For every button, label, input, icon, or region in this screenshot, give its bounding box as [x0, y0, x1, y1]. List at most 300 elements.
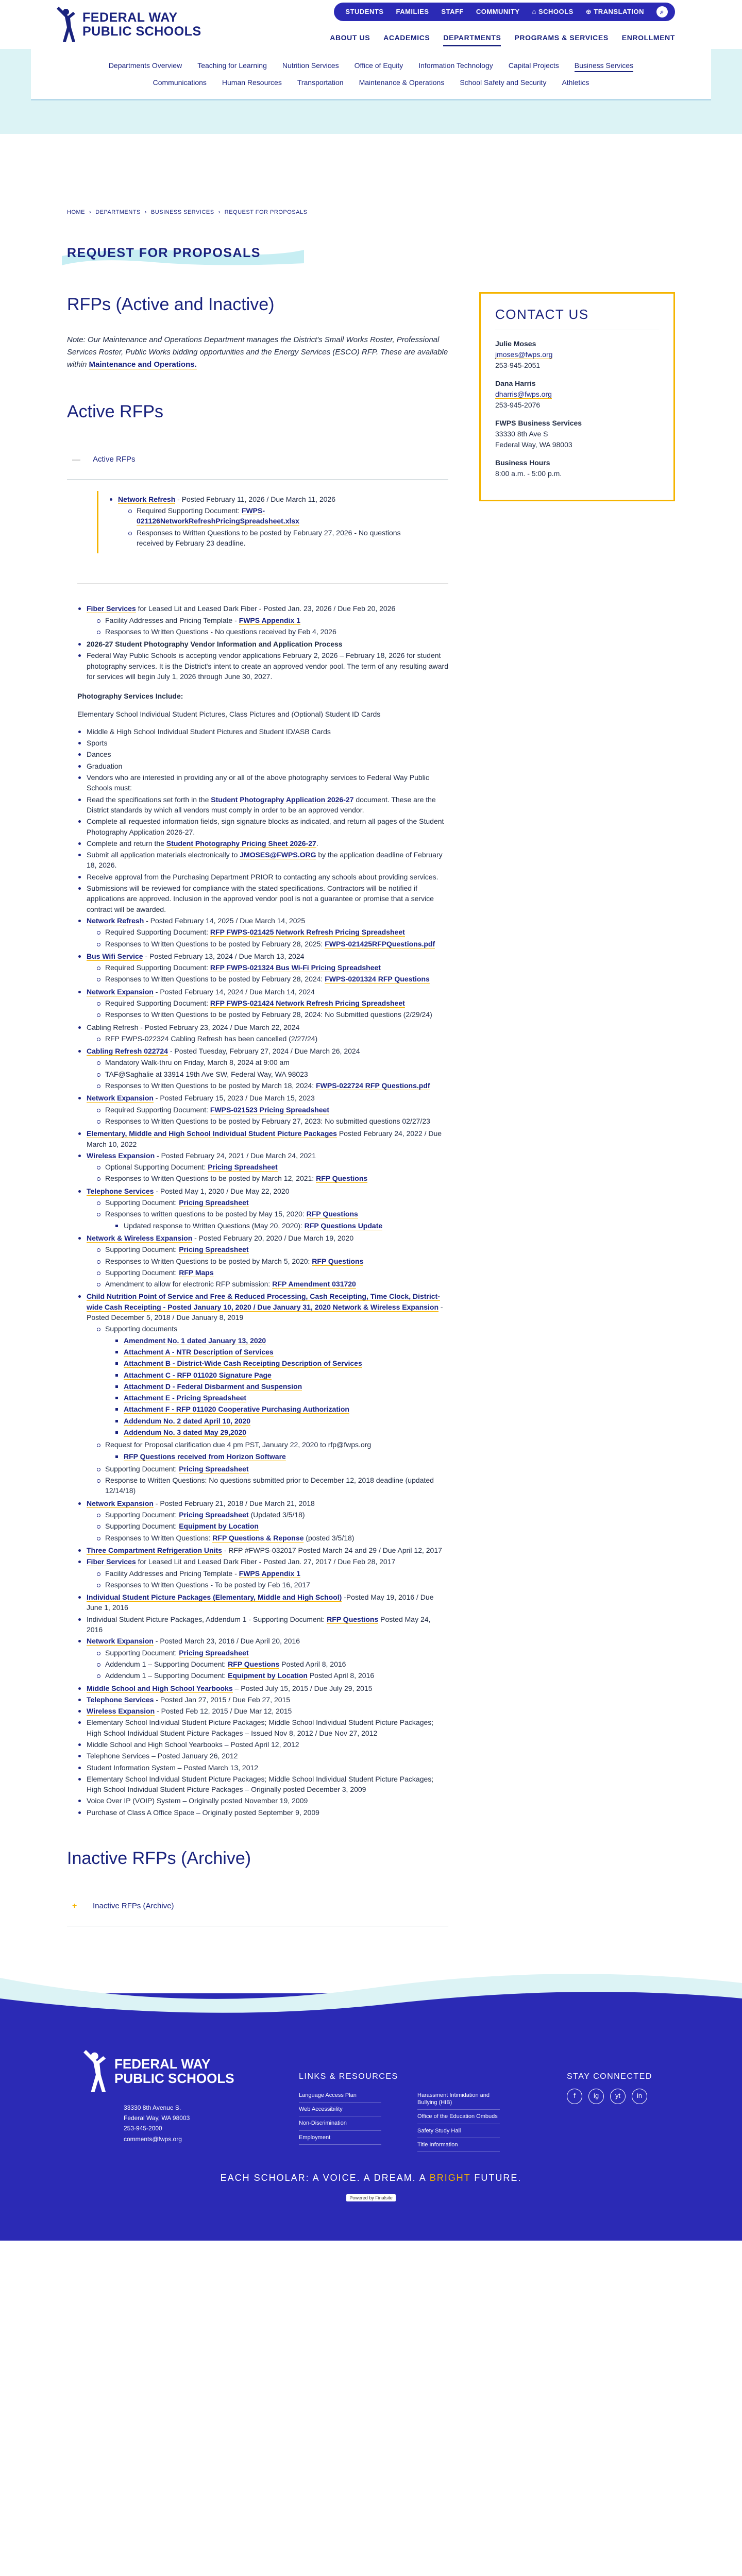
- rfp-sub-text: Response to Written Questions: No questions submitted prior to December 12, 2018 deadline (updated 12/14/18): [105, 1476, 434, 1495]
- list-item: [77, 838, 448, 849]
- footer-logo-line-1: FEDERAL WAY: [114, 2056, 211, 2072]
- rfp-sub-text: (Updated 3/5/18): [248, 1511, 305, 1519]
- photo-services-intro: Elementary School Individual Student Pictures, Class Pictures and (Optional) Student ID Cards: [77, 709, 381, 718]
- table-row: [77, 1093, 448, 1126]
- list-item: [96, 998, 448, 1008]
- list-item: [96, 1659, 448, 1669]
- rfp-sub-text: Supporting Document:: [105, 1245, 179, 1254]
- maintenance-operations-link[interactable]: Maintenance and Operations.: [89, 360, 197, 369]
- document-link[interactable]: Pricing Spreadsheet: [179, 1464, 249, 1473]
- subnav-departments-overview[interactable]: Departments Overview: [108, 61, 182, 70]
- list-item: [96, 1162, 448, 1172]
- utility-nav-translation[interactable]: ⊕ TRANSLATION: [585, 7, 644, 15]
- main-column: [67, 292, 448, 1926]
- main-nav-programs[interactable]: PROGRAMS & SERVICES: [514, 33, 609, 42]
- document-link[interactable]: FWPS-022724 RFP Questions.pdf: [316, 1081, 430, 1090]
- rfp-sub-text: Responses to Written Questions to be posted by March 12, 2021:: [105, 1174, 316, 1183]
- footer-social: [567, 2050, 652, 2153]
- table-row: [77, 1683, 448, 1693]
- social-icons: [567, 2089, 652, 2104]
- list-item: [114, 1416, 448, 1426]
- rfp-sub-text: Responses to Written Questions to be posted by February 27, 2026 - No questions received by February 23 deadline.: [137, 528, 401, 547]
- main-nav-academics[interactable]: ACADEMICS: [383, 33, 430, 42]
- rfp-sub-text: Required Supporting Document:: [105, 1105, 210, 1114]
- rfp-sub-text: Updated response to Written Questions (May 20, 2020):: [124, 1221, 305, 1230]
- rfp-sub-text: Required Supporting Document:: [105, 999, 210, 1007]
- document-link[interactable]: Addendum No. 3 dated May 29,2020: [124, 1428, 247, 1436]
- subnav-communications[interactable]: Communications: [153, 78, 207, 87]
- logo-line-2: PUBLIC SCHOOLS: [82, 24, 201, 39]
- table-row: [77, 1186, 448, 1231]
- utility-nav-schools[interactable]: ⌂ SCHOOLS: [532, 7, 574, 15]
- footer-logo-block: [77, 2050, 283, 2153]
- rfp-dates: - Posted February 24, 2021 / Due March 24, 2021: [155, 1151, 316, 1160]
- footer-link-column: [299, 2089, 381, 2152]
- rfp-sub-text: TAF@Saghalie at 33914 19th Ave SW, Federal Way, WA 98023: [105, 1070, 308, 1078]
- rfp-sub-text: Read the specifications set forth in the: [87, 795, 211, 804]
- list-item: [96, 1256, 448, 1266]
- list-item: [96, 615, 448, 625]
- instagram-icon[interactable]: ig: [588, 2089, 604, 2104]
- rfp-sub-text: Posted April 8, 2016: [279, 1659, 346, 1668]
- table-row: [77, 1498, 448, 1543]
- department-subnav: [31, 49, 711, 100]
- rfp-history-list: [77, 916, 448, 1818]
- rfp-title-link[interactable]: Network Refresh: [118, 495, 176, 503]
- table-row: [77, 1291, 448, 1496]
- list-item: [96, 1279, 448, 1289]
- rfp-nested-list: [114, 1335, 448, 1438]
- document-link[interactable]: Pricing Spreadsheet: [179, 1648, 249, 1657]
- vendor-title: 2026-27 Student Photography Vendor Information and Application Process: [87, 640, 343, 649]
- tagline-text: FUTURE.: [470, 2172, 522, 2183]
- utility-nav: [334, 3, 675, 21]
- rfp-sub-text: Mandatory Walk-thru on Friday, March 8, 2024 at 9:00 am: [105, 1058, 290, 1067]
- photo-services-list: [77, 726, 448, 914]
- department-subnav-band: [0, 49, 742, 134]
- footer-address: [124, 2103, 283, 2145]
- list-item: [96, 1670, 448, 1681]
- document-link[interactable]: Attachment E - Pricing Spreadsheet: [124, 1394, 247, 1402]
- document-link[interactable]: Pricing Spreadsheet: [179, 1198, 249, 1207]
- rfp-sub-list: [96, 1105, 448, 1127]
- document-link[interactable]: Pricing Spreadsheet: [179, 1245, 249, 1254]
- contact-person: [495, 378, 659, 411]
- footer-link-columns: [299, 2089, 567, 2152]
- list-item: [114, 1358, 448, 1368]
- rfp-dates: Posted February 24, 2022 / Due March 10, 2022: [87, 1129, 442, 1148]
- footer-link-hib[interactable]: Harassment Intimidation and Bullying (HIB): [417, 2089, 500, 2110]
- table-row: [77, 1150, 448, 1184]
- youtube-icon[interactable]: yt: [610, 2089, 626, 2104]
- rfp-list-section: [77, 583, 448, 1818]
- list-item: [96, 1533, 448, 1543]
- list-item: [96, 1324, 448, 1437]
- featured-rfp: [97, 491, 427, 553]
- breadcrumb-business-services[interactable]: BUSINESS SERVICES: [150, 209, 214, 215]
- list-item: [96, 1080, 448, 1091]
- document-link[interactable]: RFP Questions Update: [304, 1221, 383, 1230]
- photo-application-link[interactable]: Student Photography Application 2026-27: [211, 795, 354, 804]
- document-link[interactable]: Attachment A - NTR Description of Services: [124, 1347, 274, 1356]
- contact-email-link[interactable]: jmoses@fwps.org: [495, 350, 553, 359]
- rfp-dates: Elementary School Individual Student Picture Packages; Middle School Individual Student Picture Packages; High School Individual Student Picture Packages – Issued Nov 8, 2012 / Due Nov 27, 2012: [87, 1718, 434, 1737]
- rfp-sub-text: Responses to Written Questions to be posted by February 28, 2025:: [105, 939, 325, 948]
- table-row: [77, 1795, 448, 1806]
- list-item: [77, 603, 448, 637]
- subnav-maintenance-operations[interactable]: Maintenance & Operations: [359, 78, 445, 87]
- utility-nav-families[interactable]: FAMILIES: [396, 7, 429, 15]
- document-link[interactable]: FWPS Appendix 1: [239, 616, 300, 624]
- table-row: [77, 1556, 448, 1590]
- rfp-dates: - Posted February 14, 2025 / Due March 14, 2025: [144, 916, 306, 925]
- main-nav: [330, 32, 675, 46]
- email-link[interactable]: JMOSES@FWPS.ORG: [240, 851, 316, 859]
- document-link[interactable]: RFP Amendment 031720: [272, 1280, 356, 1289]
- list-item: [96, 1057, 448, 1067]
- table-row: [77, 1717, 448, 1738]
- table-row: [77, 1751, 448, 1761]
- document-link[interactable]: FWPS-021523 Pricing Spreadsheet: [210, 1105, 329, 1114]
- table-row: [77, 1774, 448, 1795]
- rfp-sub-text: RFP FWPS-022324 Cabling Refresh has been cancelled (2/27/24): [105, 1034, 318, 1043]
- document-link[interactable]: Attachment C - RFP 011020 Signature Page: [124, 1370, 272, 1379]
- rfp-sub-list: [96, 1648, 448, 1681]
- rfp-dates: – Posted July 15, 2015 / Due July 29, 2015: [232, 1684, 373, 1692]
- breadcrumb-separator: ›: [144, 209, 147, 215]
- footer-link-non-discrimination[interactable]: Non-Discrimination: [299, 2116, 381, 2130]
- breadcrumb-separator: ›: [89, 209, 92, 215]
- footer-link-ombuds[interactable]: Office of the Education Ombuds: [417, 2110, 500, 2124]
- footer-link-title-information[interactable]: Title Information: [417, 2138, 500, 2152]
- subnav-capital-projects[interactable]: Capital Projects: [508, 61, 559, 70]
- table-row: [77, 951, 448, 985]
- list-item: Graduation: [77, 761, 448, 771]
- linkedin-icon[interactable]: in: [632, 2089, 647, 2104]
- rfp-title-link[interactable]: Telephone Services: [87, 1695, 154, 1704]
- main-nav-departments[interactable]: DEPARTMENTS: [443, 32, 501, 46]
- main-nav-about[interactable]: ABOUT US: [330, 33, 370, 42]
- contact-title: CONTACT US: [495, 305, 659, 330]
- document-link[interactable]: RFP Maps: [179, 1268, 214, 1277]
- rfp-sub-list: [96, 998, 448, 1020]
- table-row: [77, 1592, 448, 1613]
- footer-link-safety-study-hall[interactable]: Safety Study Hall: [417, 2124, 500, 2138]
- rfp-sub-list: [96, 1033, 448, 1044]
- rfp-sub-text: (posted 3/5/18): [303, 1533, 355, 1542]
- inactive-rfps-accordion[interactable]: [67, 1887, 448, 1926]
- rfp-title-link[interactable]: Elementary, Middle and High School Individual Student Picture Packages: [87, 1129, 337, 1138]
- list-item: [96, 1009, 448, 1020]
- rfp-sub-text: Facility Addresses and Pricing Template -: [105, 616, 239, 624]
- rfp-title-link[interactable]: Middle School and High School Yearbooks: [87, 1684, 233, 1692]
- rfp-dates: Telephone Services – Posted January 26, 2012: [87, 1752, 238, 1760]
- footer-logo-text: [114, 2057, 234, 2086]
- rfp-sub-list: [96, 927, 448, 949]
- list-item: [96, 927, 448, 937]
- utility-nav-community[interactable]: COMMUNITY: [476, 7, 520, 15]
- subnav-office-of-equity[interactable]: Office of Equity: [354, 61, 403, 70]
- footer-logo[interactable]: [77, 2050, 283, 2093]
- list-item: Dances: [77, 749, 448, 759]
- document-link[interactable]: Attachment F - RFP 011020 Cooperative Purchasing Authorization: [124, 1405, 349, 1414]
- vendor-description: Federal Way Public Schools is accepting vendor applications February 2, 2026 – February 18, 2026 for student photography services. It is the District's intent to create an approved vendor pool. The term of any resulting award for services will begin July 1, 2026 through June 30, 2027.: [87, 651, 449, 681]
- list-item: [114, 1393, 448, 1403]
- footer-link-language-access[interactable]: Language Access Plan: [299, 2089, 381, 2103]
- document-link[interactable]: Addendum No. 2 dated April 10, 2020: [124, 1416, 251, 1425]
- rfp-title-link[interactable]: Network & Wireless Expansion: [87, 1233, 193, 1242]
- rfp-dates: Posted May 24, 2016: [87, 1615, 431, 1634]
- rfp-sub-list: [96, 1324, 448, 1496]
- document-link[interactable]: RFP Questions received from Horizon Software: [124, 1452, 286, 1461]
- document-link[interactable]: Equipment by Location: [179, 1522, 259, 1531]
- rfp-sub-text: Supporting documents: [105, 1325, 178, 1333]
- table-row: [77, 1807, 448, 1818]
- document-link[interactable]: FWPS Appendix 1: [239, 1569, 300, 1578]
- rfp-title-link[interactable]: Network Expansion: [87, 1094, 154, 1103]
- rfp-sub-list: [96, 1162, 448, 1184]
- subnav-information-technology[interactable]: Information Technology: [418, 61, 493, 70]
- list-item: [96, 1197, 448, 1208]
- list-item: [96, 626, 448, 637]
- rfp-sub-text: Responses to Written Questions to be posted by February 27, 2023: No submitted questions 02/27/23: [105, 1116, 430, 1125]
- contact-phone: 253-945-2051: [495, 361, 541, 369]
- list-item: [114, 1347, 448, 1357]
- list-item: [96, 974, 448, 984]
- rfp-sub-text: Request for Proposal clarification due 4 pm PST, January 22, 2020 to rfp@fwps.org: [105, 1440, 372, 1449]
- utility-nav-translation-label: TRANSLATION: [594, 7, 644, 15]
- page-title: REQUEST FOR PROPOSALS: [67, 245, 261, 260]
- rfp-title-link[interactable]: Telephone Services: [87, 1187, 154, 1195]
- footer-links-title: LINKS & RESOURCES: [299, 2072, 398, 2081]
- list-item: [96, 1209, 448, 1231]
- subnav-school-safety[interactable]: School Safety and Security: [460, 78, 547, 87]
- rfp-sub-text: document. These are the District standards by which all vendors must comply in order to be an approved vendor.: [87, 795, 436, 814]
- rfp-dates: for Leased Lit and Leased Dark Fiber - Posted Jan. 27, 2017 / Due Feb 28, 2017: [136, 1557, 396, 1566]
- rfp-title-link[interactable]: Child Nutrition Point of Service and Free & Reduced Processing, Cash Receipting, Time Clock, District-wide Cash Receipting - Posted January 10, 2020 / Due January 31, 2020 Network & Wireless Expansion: [87, 1292, 440, 1311]
- rfp-nested-list: [114, 1221, 448, 1231]
- rfp-dates: - Posted February 20, 2020 / Due March 19, 2020: [192, 1233, 354, 1242]
- rfp-sub-text: Responses to Written Questions to be posted by March 5, 2020:: [105, 1257, 312, 1265]
- footer-phone[interactable]: 253-945-2000: [124, 2125, 162, 2132]
- hours-value: 8:00 a.m. - 5:00 p.m.: [495, 469, 562, 478]
- site-header: [0, 0, 742, 49]
- active-rfps-accordion[interactable]: [67, 440, 448, 480]
- document-link[interactable]: Pricing Spreadsheet: [179, 1511, 249, 1519]
- tagline-text: EACH SCHOLAR: A VOICE. A DREAM. A: [220, 2172, 430, 2183]
- list-item: [114, 1335, 448, 1346]
- list-item: Submissions will be reviewed for compliance with the stated specifications. Contractors will be notified if applications are approved. Inclusion in the approved vendor pool is not a guarantee or promise that a service contract will be awarded.: [77, 883, 448, 914]
- contact-card: [479, 292, 675, 501]
- rfp-sub-text: Supporting Document:: [105, 1198, 179, 1207]
- table-row: [77, 1022, 448, 1044]
- document-link[interactable]: FWPS-021425RFPQuestions.pdf: [325, 939, 435, 948]
- list-item: [96, 1173, 448, 1183]
- list-item: [96, 1521, 448, 1531]
- footer-link-web-accessibility[interactable]: Web Accessibility: [299, 2103, 381, 2116]
- list-item: [96, 1267, 448, 1278]
- rfp-sub-list: [127, 505, 427, 548]
- rfp-sub-text: Responses to Written Questions to be posted by February 28, 2024:: [105, 975, 325, 984]
- document-link[interactable]: Amendment No. 1 dated January 13, 2020: [124, 1336, 266, 1345]
- site-footer: [0, 1993, 742, 2241]
- table-row: [77, 1636, 448, 1681]
- rfp-dates: - Posted February 15, 2023 / Due March 15, 2023: [153, 1094, 315, 1103]
- list-item: [96, 1033, 448, 1044]
- rfp-title-link[interactable]: Individual Student Picture Packages (Elementary, Middle and High School): [87, 1593, 342, 1602]
- subnav-row-2: [153, 77, 589, 88]
- document-link[interactable]: Equipment by Location: [228, 1671, 308, 1680]
- rfp-sub-text: Amendment to allow for electronic RFP submission:: [105, 1280, 273, 1289]
- rfp-sub-list: [96, 1244, 448, 1289]
- document-link[interactable]: RFP Questions: [228, 1659, 280, 1668]
- list-item: [96, 962, 448, 973]
- utility-nav-staff[interactable]: STAFF: [441, 7, 464, 15]
- rfp-title-link[interactable]: Wireless Expansion: [87, 1151, 155, 1160]
- rfp-title-link[interactable]: Network Expansion: [87, 1637, 154, 1646]
- list-item: [96, 1464, 448, 1474]
- logo-line-1: FEDERAL WAY: [82, 10, 178, 25]
- document-link[interactable]: Attachment B - District-Wide Cash Receipting Description of Services: [124, 1359, 362, 1368]
- footer-link-employment[interactable]: Employment: [299, 2131, 381, 2145]
- utility-nav-schools-label: SCHOOLS: [538, 7, 574, 15]
- document-link[interactable]: RFP Questions: [306, 1210, 358, 1218]
- breadcrumb-home[interactable]: HOME: [67, 209, 85, 215]
- maintenance-note: [67, 334, 448, 371]
- rfp-title-link[interactable]: Bus Wifi Service: [87, 952, 143, 960]
- rfp-sub-list: [96, 1197, 448, 1231]
- footer-inner: [0, 1993, 742, 2153]
- table-row: [77, 1694, 448, 1705]
- footer-email[interactable]: comments@fwps.org: [124, 2135, 182, 2143]
- document-link[interactable]: RFP Questions: [316, 1174, 368, 1183]
- rfp-dates: - Posted February 11, 2026 / Due March 11, 2026: [175, 495, 336, 503]
- document-link[interactable]: RFP FWPS-021424 Network Refresh Pricing Spreadsheet: [210, 999, 405, 1007]
- rfp-title-link[interactable]: Three Compartment Refrigeration Units: [87, 1546, 222, 1554]
- list-item: [77, 850, 448, 871]
- subnav-nutrition-services[interactable]: Nutrition Services: [282, 61, 339, 70]
- scholar-figure-icon: [52, 7, 77, 43]
- rfp-sub-text: .: [316, 839, 318, 848]
- list-item: [77, 639, 448, 649]
- office-address-line: 33330 8th Ave S: [495, 429, 548, 438]
- table-row: [77, 1545, 448, 1555]
- table-row: [77, 1614, 448, 1635]
- rfp-title-link[interactable]: Network Refresh: [87, 916, 144, 925]
- rfp-sub-text: Optional Supporting Document:: [105, 1163, 208, 1172]
- district-logo[interactable]: [52, 7, 201, 43]
- list-item: [114, 1381, 448, 1392]
- list-item: Receive approval from the Purchasing Department PRIOR to contacting any schools about providing services.: [77, 872, 448, 882]
- subnav-teaching-for-learning[interactable]: Teaching for Learning: [197, 61, 267, 70]
- fiber-list: [77, 603, 448, 682]
- list-item: [77, 794, 448, 816]
- table-row: [77, 1233, 448, 1289]
- rfp-dates: Student Information System – Posted March 13, 2012: [87, 1763, 259, 1772]
- list-item: [96, 1244, 448, 1255]
- subnav-athletics[interactable]: Athletics: [562, 78, 589, 87]
- inactive-rfps-heading: Inactive RFPs (Archive): [67, 1849, 251, 1869]
- search-icon[interactable]: ⌕: [656, 6, 668, 18]
- footer-links: [299, 2050, 567, 2153]
- accordion-label: Inactive RFPs (Archive): [93, 1902, 174, 1911]
- rfp-dates: Individual Student Picture Packages, Addendum 1 - Supporting Document:: [87, 1615, 327, 1623]
- expand-plus-icon: +: [72, 1902, 77, 1911]
- breadcrumb-departments[interactable]: DEPARTMENTS: [95, 209, 141, 215]
- facebook-icon[interactable]: f: [567, 2089, 582, 2104]
- table-row: [77, 1128, 448, 1149]
- rfp-title-link[interactable]: Wireless Expansion: [87, 1707, 155, 1716]
- contact-phone: 253-945-2076: [495, 400, 541, 409]
- document-link[interactable]: FWPS-021126NetworkRefreshPricingSpreadsheet.xlsx: [137, 506, 299, 526]
- rfp-title-link[interactable]: Cabling Refresh 022724: [87, 1047, 168, 1056]
- document-link[interactable]: Pricing Spreadsheet: [208, 1163, 278, 1172]
- document-link[interactable]: FWPS-0201324 RFP Questions: [325, 975, 430, 984]
- footer-social-title: STAY CONNECTED: [567, 2072, 652, 2081]
- utility-nav-students[interactable]: STUDENTS: [345, 7, 384, 15]
- list-item: [77, 650, 448, 682]
- rfp-sub-text: Supporting Document:: [105, 1648, 179, 1657]
- powered-by-badge[interactable]: [0, 2192, 742, 2203]
- rfp-dates: - Posted Feb 12, 2015 / Due Mar 12, 2015: [155, 1707, 292, 1716]
- rfp-sub-text: Posted April 8, 2016: [307, 1671, 375, 1680]
- document-link[interactable]: RFP Questions: [327, 1615, 379, 1623]
- document-link[interactable]: Attachment D - Federal Disbarment and Suspension: [124, 1382, 302, 1391]
- list-item: [127, 505, 427, 527]
- rfp-sub-text: Facility Addresses and Pricing Template -: [105, 1569, 239, 1578]
- footer-logo-line-2: PUBLIC SCHOOLS: [114, 2070, 234, 2086]
- document-link[interactable]: RFP Questions: [312, 1257, 364, 1265]
- rfp-title-link[interactable]: Fiber Services: [87, 604, 136, 613]
- business-hours: [495, 457, 659, 479]
- rfp-dates: - Posted February 21, 2018 / Due March 21, 2018: [153, 1499, 315, 1507]
- pricing-sheet-link[interactable]: Student Photography Pricing Sheet 2026-27: [166, 839, 316, 848]
- document-link[interactable]: RFP FWPS-021425 Network Refresh Pricing Spreadsheet: [210, 928, 405, 937]
- rfp-title-link[interactable]: Network Expansion: [87, 987, 154, 996]
- footer-link-column: [417, 2089, 500, 2152]
- rfp-sub-text: Addendum 1 – Supporting Document:: [105, 1659, 228, 1668]
- document-link[interactable]: RFP FWPS-021324 Bus Wi-Fi Pricing Spreadsheet: [210, 963, 381, 972]
- contact-email-link[interactable]: dharris@fwps.org: [495, 389, 552, 398]
- rfp-dates: for Leased Lit and Leased Dark Fiber - Posted Jan. 23, 2026 / Due Feb 20, 2026: [136, 604, 396, 613]
- table-row: [77, 916, 448, 949]
- main-nav-enrollment[interactable]: ENROLLMENT: [621, 33, 675, 42]
- rfp-dates: Purchase of Class A Office Space – Originally posted September 9, 2009: [87, 1808, 319, 1817]
- logo-text: [82, 11, 201, 38]
- footer-address-line: 33330 8th Avenue S.: [124, 2104, 181, 2111]
- subnav-human-resources[interactable]: Human Resources: [222, 78, 282, 87]
- rfp-sub-text: Complete and return the: [87, 839, 166, 848]
- rfp-title-link[interactable]: Fiber Services: [87, 1557, 136, 1566]
- rfp-sub-list: [96, 1057, 448, 1091]
- rfp-dates: -Posted May 19, 2016 / Due June 1, 2016: [87, 1593, 434, 1612]
- list-item: Sports: [77, 738, 448, 748]
- tagline-bright: BRIGHT: [429, 2172, 471, 2183]
- subnav-transportation[interactable]: Transportation: [297, 78, 344, 87]
- rfp-dates: - Posted February 13, 2024 / Due March 13, 2024: [143, 952, 305, 960]
- rfp-title-link[interactable]: Network Expansion: [87, 1499, 154, 1507]
- document-link[interactable]: RFP Questions & Reponse: [212, 1533, 304, 1542]
- breadcrumb: [67, 209, 742, 217]
- rfp-sub-text: Required Supporting Document:: [137, 506, 242, 515]
- note-text: Note: Our Maintenance and Operations Department manages the District's Small Works Roster, Professional Services Roster, Public Works bidding opportunities and the Energy Services (ESCO) RFP. These are available within: [67, 335, 448, 369]
- table-row: [77, 1739, 448, 1750]
- footer-tagline: [0, 2171, 742, 2184]
- list-item: [114, 1370, 448, 1380]
- subnav-business-services[interactable]: Business Services: [575, 60, 633, 72]
- contact-name: Julie Moses: [495, 339, 536, 348]
- list-item: [96, 1439, 448, 1462]
